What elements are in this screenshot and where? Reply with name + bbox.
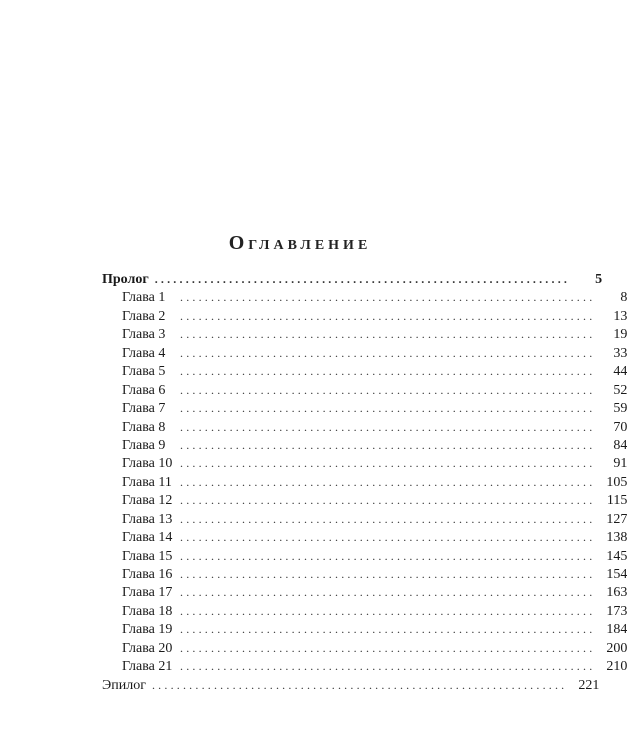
toc-entry-epilogue[interactable]: [102, 676, 600, 694]
toc-entry-chapter[interactable]: [102, 565, 627, 583]
toc-entry-page: 52: [613, 382, 627, 398]
leader-dots: ...................................................................: [180, 364, 596, 379]
leader-dots: ...................................................................: [180, 640, 596, 655]
toc-entry-chapter[interactable]: [102, 288, 627, 306]
toc-title: Оглавление: [228, 232, 372, 254]
toc-entry-label: Глава 5: [122, 364, 166, 380]
toc-entry-label: Глава 6: [122, 382, 166, 398]
leader-dots: ...................................................................: [180, 382, 596, 397]
leader-dots: ...................................................................: [180, 567, 596, 581]
toc-entry-label: Глава 3: [122, 327, 166, 343]
toc-entry-chapter[interactable]: [102, 454, 627, 472]
toc-entry-label: Глава 12: [122, 493, 173, 509]
leader-dots: ...................................................................: [180, 308, 596, 323]
leader-dots: ...................................................................: [180, 603, 596, 618]
toc-entry-page: 200: [606, 640, 627, 656]
toc-entry-chapter[interactable]: [102, 473, 627, 491]
toc-entry-chapter[interactable]: [102, 381, 627, 399]
toc-entry-page: 5: [595, 272, 603, 287]
toc-entry-label: Глава 18: [122, 603, 173, 619]
toc-entry-page: 19: [613, 327, 627, 343]
toc-entry-chapter[interactable]: [102, 620, 627, 638]
toc-entry-chapter[interactable]: [102, 344, 627, 362]
toc-entry-label: Глава 13: [122, 511, 173, 527]
toc-entry-page: 145: [606, 548, 627, 564]
toc-entry-page: 91: [613, 456, 627, 472]
toc-entry-page: 59: [613, 401, 627, 417]
leader-dots: ...................................................................: [180, 474, 596, 489]
leader-dots: ...................................................................: [180, 290, 596, 305]
toc-entry-page: 115: [606, 493, 627, 509]
leader-dots: ...................................................................: [180, 493, 596, 508]
toc-entry-chapter[interactable]: [102, 639, 627, 657]
toc-entry-page: 44: [613, 364, 627, 380]
toc-entry-page: 154: [606, 567, 627, 582]
toc-entry-chapter[interactable]: [102, 528, 627, 546]
leader-dots: ...................................................................: [180, 530, 596, 545]
toc-entry-chapter[interactable]: [102, 547, 627, 565]
toc-entry-page: 138: [606, 530, 627, 546]
leader-dots: ...................................................................: [180, 456, 596, 471]
toc-entry-chapter[interactable]: [102, 436, 627, 454]
toc-entry-chapter[interactable]: [102, 307, 627, 325]
toc-entry-label: Глава 11: [122, 474, 172, 490]
leader-dots: ...................................................................: [154, 272, 571, 286]
toc-entry-chapter[interactable]: [102, 583, 627, 601]
toc-entry-chapter[interactable]: [102, 657, 627, 675]
leader-dots: ...................................................................: [180, 437, 596, 452]
toc-entry-label: Глава 2: [122, 308, 166, 324]
leader-dots: ...................................................................: [180, 548, 596, 563]
toc-entry-page: 84: [613, 437, 627, 453]
toc-entry-chapter[interactable]: [102, 491, 627, 509]
toc-entry-label: Глава 7: [122, 401, 166, 417]
toc-entry-page: 184: [606, 622, 627, 638]
toc-entry-label: Глава 15: [122, 548, 173, 564]
toc-entry-chapter[interactable]: [102, 362, 627, 380]
toc-entry-page: 13: [613, 308, 627, 324]
chapter-list: [102, 288, 627, 675]
toc-entry-page: 127: [606, 511, 627, 527]
toc-entry-prologue[interactable]: [102, 270, 603, 288]
toc-entry-page: 33: [613, 345, 627, 361]
toc-entry-label: Пролог: [102, 272, 149, 287]
toc-entry-label: Глава 9: [122, 437, 166, 453]
toc-entry-label: Глава 1: [122, 290, 166, 306]
toc-entry-page: 163: [606, 585, 627, 601]
toc-entry-label: Глава 17: [122, 585, 173, 601]
leader-dots: ...................................................................: [180, 401, 596, 416]
toc-entry-label: Глава 19: [122, 622, 173, 638]
toc-entry-chapter[interactable]: [102, 510, 627, 528]
toc-entry-page: 221: [578, 677, 600, 693]
leader-dots: ...................................................................: [180, 327, 596, 342]
toc-entry-label: Глава 14: [122, 530, 173, 546]
toc-entry-label: Глава 16: [122, 567, 173, 582]
toc-entry-label: Глава 4: [122, 345, 166, 361]
leader-dots: ...................................................................: [180, 622, 596, 637]
leader-dots: ...................................................................: [180, 345, 596, 360]
toc-entry-page: 8: [620, 290, 627, 306]
leader-dots: ...................................................................: [180, 511, 596, 526]
toc-entry-chapter[interactable]: [102, 325, 627, 343]
toc-entry-page: 105: [606, 474, 627, 490]
toc-entry-label: Глава 21: [122, 659, 173, 675]
toc-entry-chapter[interactable]: [102, 399, 627, 417]
toc-entry-page: 210: [606, 659, 627, 675]
leader-dots: ...................................................................: [180, 659, 596, 674]
toc-entry-chapter[interactable]: [102, 602, 627, 620]
toc-entry-label: Глава 8: [122, 419, 166, 435]
toc-entry-label: Глава 20: [122, 640, 173, 656]
toc-entry-chapter[interactable]: [102, 418, 627, 436]
leader-dots: ...................................................................: [180, 585, 596, 600]
toc-entry-label: Эпилог: [102, 677, 146, 693]
leader-dots: ...................................................................: [180, 419, 596, 434]
table-of-contents: [102, 270, 627, 694]
toc-entry-page: 70: [613, 419, 627, 435]
leader-dots: ...................................................................: [151, 677, 568, 692]
toc-entry-label: Глава 10: [122, 456, 173, 472]
toc-entry-page: 173: [606, 603, 627, 619]
